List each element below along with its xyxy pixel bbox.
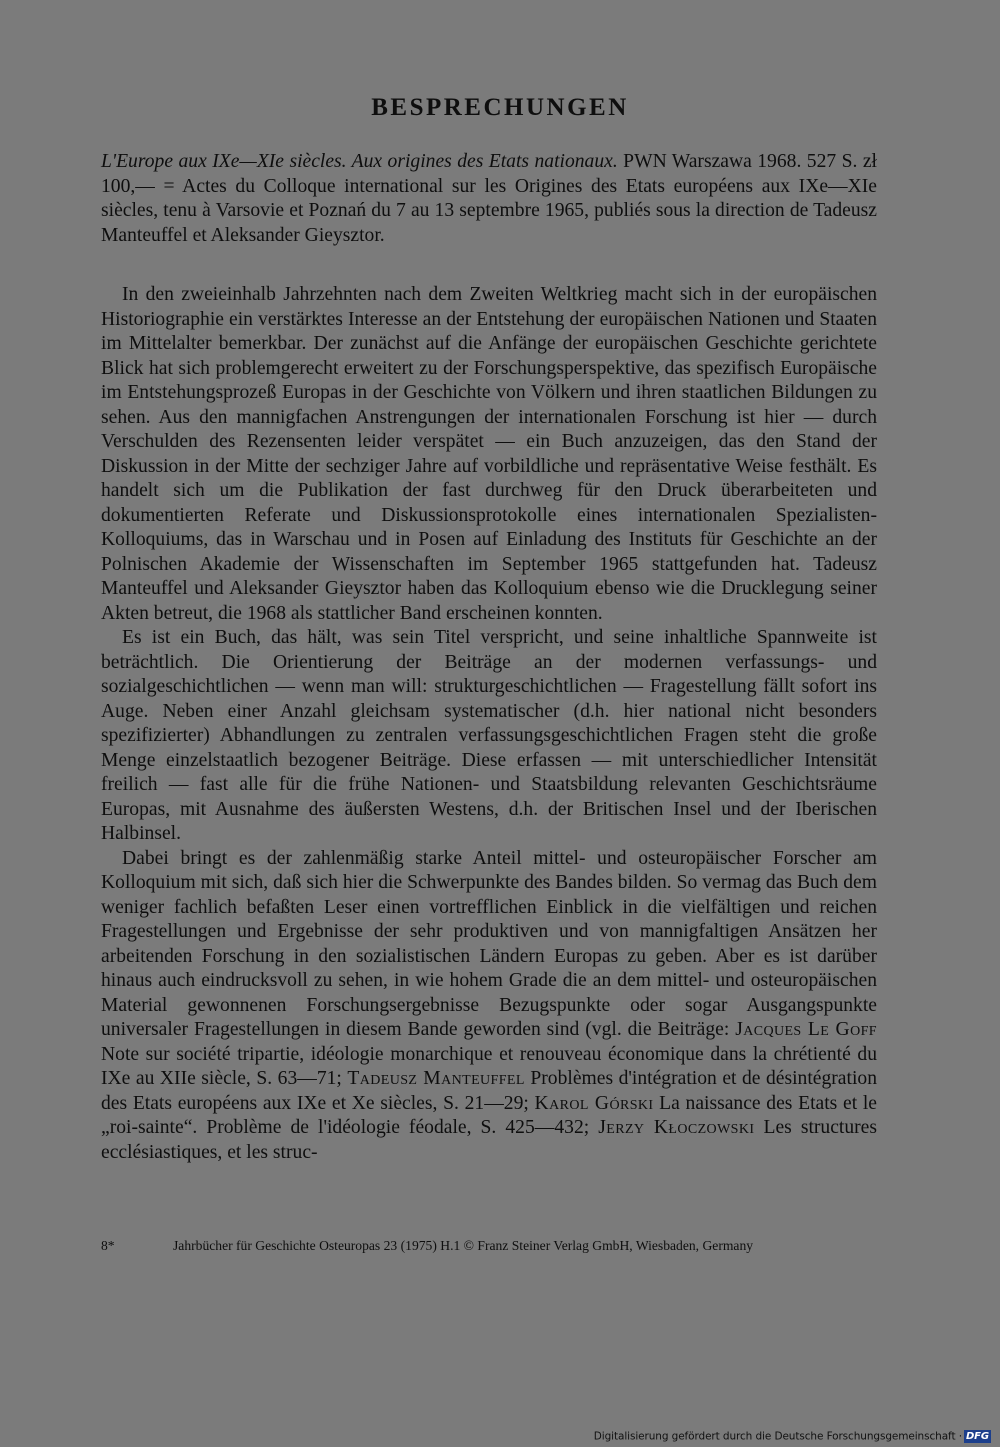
paragraph-3-text-e: Les structures ecclésiastiques, et les struc- <box>101 1117 878 1163</box>
digitization-credit <box>594 1430 991 1443</box>
bibliographic-entry <box>101 150 877 248</box>
paragraph-1: In den zweieinhalb Jahrzehnten nach dem Zweiten Weltkrieg macht sich in der europäischen Historiographie ein verstärktes Interesse an der Entstehung der europäischen Nationen und Staaten im Mittelalter bemerkbar. Der zunächst auf die Anfänge der europäischen Geschichte gerichtete Blick hat sich problemgerecht erweitert zu der Forschungsperspektive, das spezifisch Europäische im Entstehungsprozeß Europas in der Geschichte von Völkern und ihren staatlichen Bildungen zu sehen. Aus den mannigfachen Anstrengungen der internationalen Forschung ist hier — durch Verschulden des Rezensenten leider verspätet — ein Buch anzuzeigen, das den Stand der Diskussion in der Mitte der sechziger Jahre auf vorbildliche und repräsentative Weise festhält. Es handelt sich um die Publikation der fast durchweg für den Druck überarbeiteten und dokumentierten Referate und Diskussionsprotokolle eines internationalen Spezialisten-Kolloquiums, das in Warschau und in Posen auf Einladung des Instituts für Geschichte an der Polnischen Akademie der Wissenschaften im September 1965 stattgefunden hat. Tadeusz Manteuffel und Aleksander Gieysztor haben das Kolloquium ebenso wie die Drucklegung seiner Akten betreut, die 1968 als stattlicher Band erscheinen konnten. <box>101 284 877 624</box>
paragraph-3-text-a: Dabei bringt es der zahlenmäßig starke Anteil mittel- und osteuropäischer Forscher am Kolloquium mit sich, daß sich hier die Schwerpunkte des Bandes bilden. So vermag das Buch dem weniger fachlich befaßten Leser einen vortrefflichen Einblick in die vielfältigen und reichen Fragestellungen und Ergebnisse der sehr produktiven und von mannigfaltigen Ansätzen her arbeitenden Forschung in den sozialistischen Ländern Europas zu geben. Aber es ist darüber hinaus auch eindrucksvoll zu sehen, in wie hohem Grade die an dem mittel- und osteuropäischen Material gewonnenen Forschungsergebnisse Bezugspunkte oder sogar Ausgangspunkte universaler Fragestellungen in diesem Bande geworden sind (vgl. die Beiträge: <box>101 847 877 1040</box>
journal-citation: Jahrbücher für Geschichte Osteuropas 23 (1975) H.1 © Franz Steiner Verlag GmbH, Wiesbaden, Germany <box>173 1238 754 1253</box>
author-le-goff: Jacques Le Goff <box>735 1019 877 1040</box>
digitization-text: Digitalisierung gefördert durch die Deutsche Forschungsgemeinschaft · <box>593 1430 962 1443</box>
author-gorski: Karol Górski <box>534 1092 654 1114</box>
paragraph-3-text-d: La naissance des Etats et le „roi-sainte“. Problème de l'idéologie féodale, S. 425—432; <box>101 1092 877 1138</box>
page-number: 8* <box>101 1238 115 1253</box>
paragraph-2: Es ist ein Buch, das hält, was sein Titel verspricht, und seine inhaltliche Spannweite ist beträchtlich. Die Orientierung der Beiträge an der modernen verfassungs- und sozialgeschichtlichen — wenn man will: strukturgeschichtlichen — Fragestellung fällt sofort ins Auge. Neben einer Anzahl gleichsam systematischer (d.h. hier national nicht besonders spezifizierter) Abhandlungen zu zentralen verfassungsgeschichtlichen Fragen steht die große Menge einzelstaatlich bezogener Beiträge. Diese erfassen — mit unterschiedlicher Intensität freilich — fast alle für die frühe Nationen- und Staatsbildung relevanten Geschichtsräume Europas, mit Ausnahme des äußersten Westens, d.h. der Britischen Insel und der Iberischen Halbinsel. <box>101 627 877 844</box>
dfg-logo-icon: DFG <box>965 1431 989 1442</box>
paragraph-3-text-c: Problèmes d'intégration et de désintégration des Etats européens aux IXe et Xe siècles, S. 21—29; <box>101 1068 877 1114</box>
author-kloczowski: Jerzy Kłoczowski <box>598 1117 755 1138</box>
book-title: L'Europe aux IXe—XIe siècles. Aux origines des Etats nationaux. <box>101 151 618 172</box>
page-title: BESPRECHUNGEN <box>371 94 629 121</box>
review-body <box>101 283 877 1165</box>
author-manteuffel: Tadeusz Manteuffel <box>347 1068 525 1089</box>
paragraph-3 <box>101 847 877 1166</box>
bibliographic-details: PWN Warszawa 1968. 527 S. zł 100,— = Actes du Colloque international sur les Origines des Etats européens aux IXe—XIe siècles, tenu à Varsovie et Poznań du 7 au 13 septembre 1965, publiés sous la direction de Tadeusz Manteuffel et Aleksander Gieysztor. <box>101 151 877 246</box>
paragraph-3-text-b: Note sur société tripartie, idéologie monarchique et renouveau économique dans la chrétienté du IXe au XIIe siècle, S. 63—71; <box>101 1043 877 1089</box>
page-footer <box>101 1238 877 1254</box>
